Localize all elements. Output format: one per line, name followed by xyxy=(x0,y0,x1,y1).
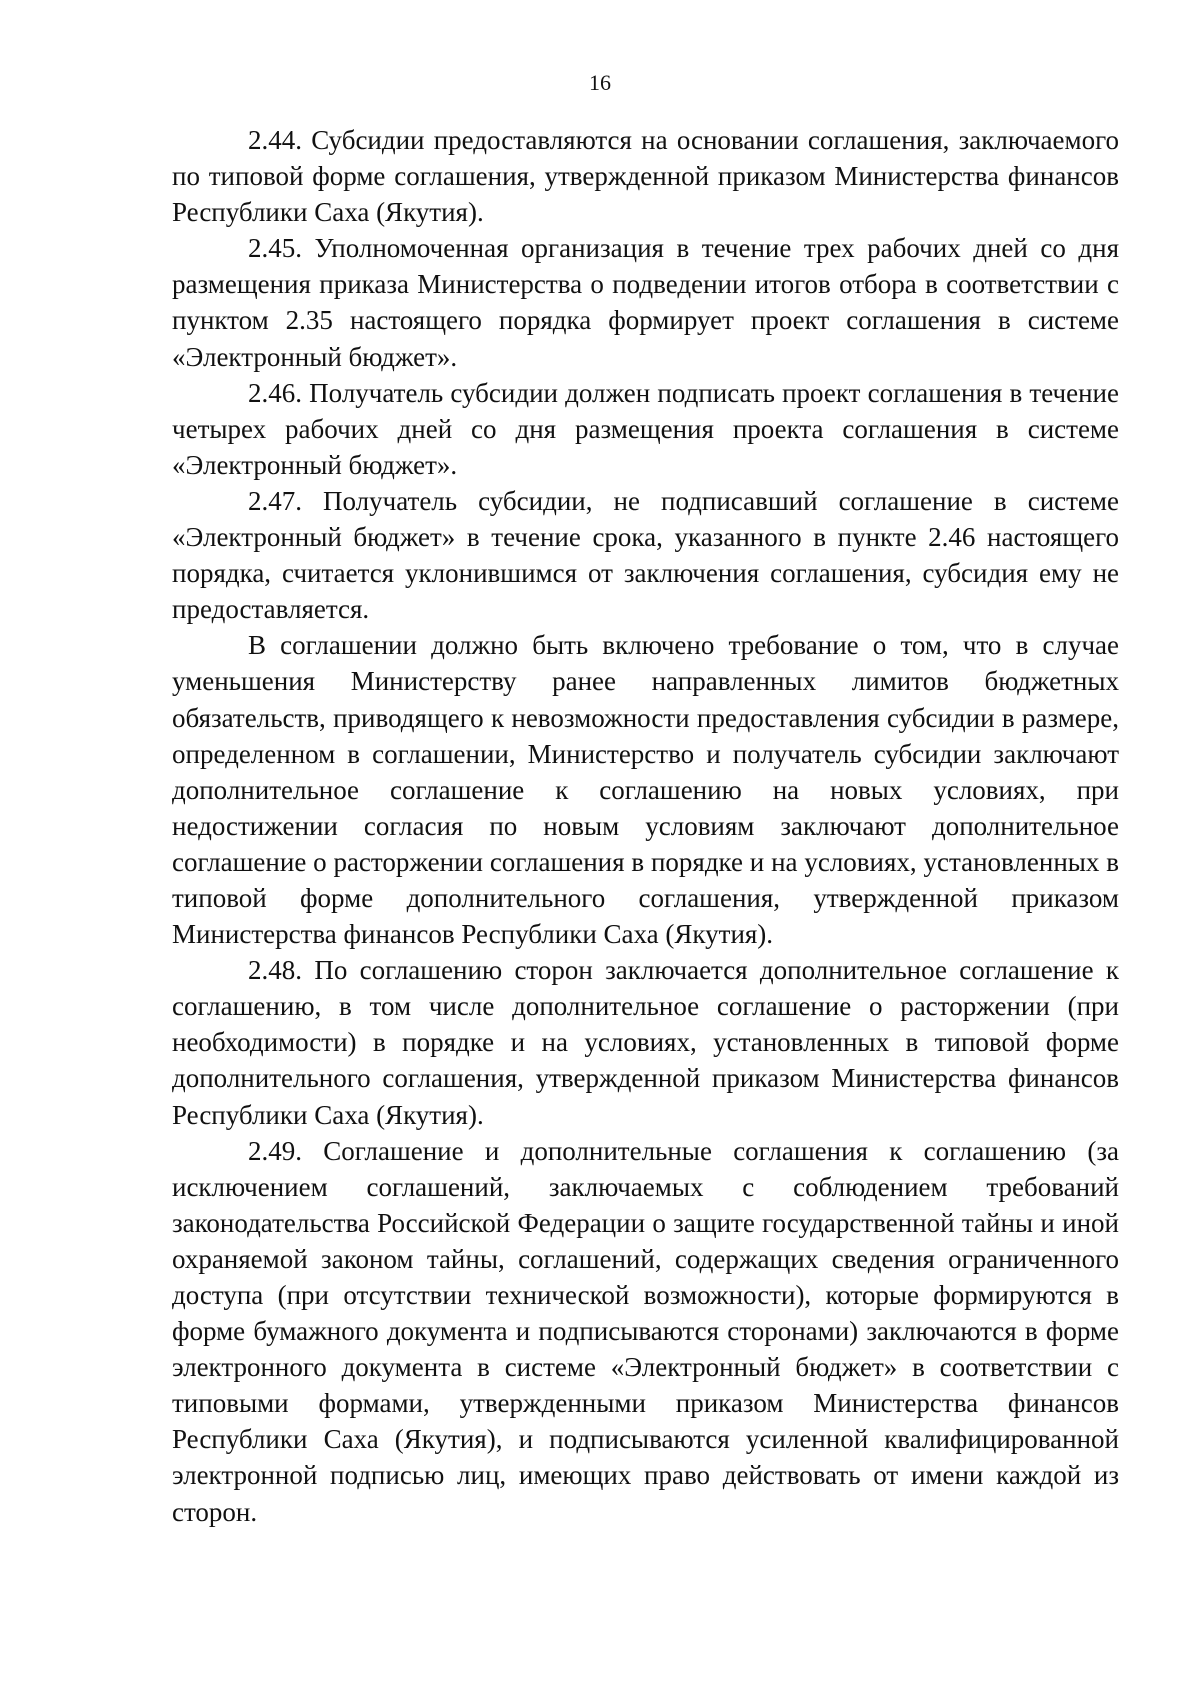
paragraph-2-48: 2.48. По соглашению сторон заключается дополнительное соглашение к соглашению, в том числе дополнительное соглашение о расторжении (при необходимости) в порядке и на условиях, установленных в типовой форме дополнительного соглашения, утвержденной приказом Министерства финансов Республики Саха (Якутия). xyxy=(172,955,1119,1130)
paragraph-agreement-requirement: В соглашении должно быть включено требование о том, что в случае уменьшения Министерству ранее направленных лимитов бюджетных обязательств, приводящего к невозможности предоставления субсидии в размере, определенном в соглашении, Министерство и получатель субсидии заключают дополнительное соглашение к соглашению на новых условиях, при недостижении согласия по новым условиям заключают дополнительное соглашение о расторжении соглашения в порядке и на условиях, установленных в типовой форме дополнительного соглашения, утвержденной приказом Министерства финансов Республики Саха (Якутия). xyxy=(172,630,1119,950)
paragraph-2-47: 2.47. Получатель субсидии, не подписавший соглашение в системе «Электронный бюджет» в течение срока, указанного в пункте 2.46 настоящего порядка, считается уклонившимся от заключения соглашения, субсидия ему не предоставляется. xyxy=(172,485,1119,625)
paragraph-2-49: 2.49. Соглашение и дополнительные соглашения к соглашению (за исключением соглашений, заключаемых с соблюдением требований законодательства Российской Федерации о защите государственной тайны и иной охраняемой законом тайны, соглашений, содержащих сведения ограниченного доступа (при отсутствии технической возможности), которые формируются в форме бумажного документа и подписываются сторонами) заключаются в форме электронного документа в системе «Электронный бюджет» в соответствии с типовыми формами, утвержденными приказом Министерства финансов Республики Саха (Якутия), и подписываются усиленной квалифицированной электронной подписью лиц, имеющих право действовать от имени каждой из сторон. xyxy=(172,1135,1119,1527)
page-number: 16 xyxy=(589,70,611,95)
document-body xyxy=(172,122,1119,1530)
paragraph-2-45: 2.45. Уполномоченная организация в течение трех рабочих дней со дня размещения приказа Министерства о подведении итогов отбора в соответствии с пунктом 2.35 настоящего порядка формирует проект соглашения в системе «Электронный бюджет». xyxy=(172,233,1119,372)
paragraph-2-44: 2.44. Субсидии предоставляются на основании соглашения, заключаемого по типовой форме соглашения, утвержденной приказом Министерства финансов Республики Саха (Якутия). xyxy=(172,125,1119,228)
paragraph-2-46: 2.46. Получатель субсидии должен подписать проект соглашения в течение четырех рабочих дней со дня размещения проекта соглашения в системе «Электронный бюджет». xyxy=(172,377,1119,480)
